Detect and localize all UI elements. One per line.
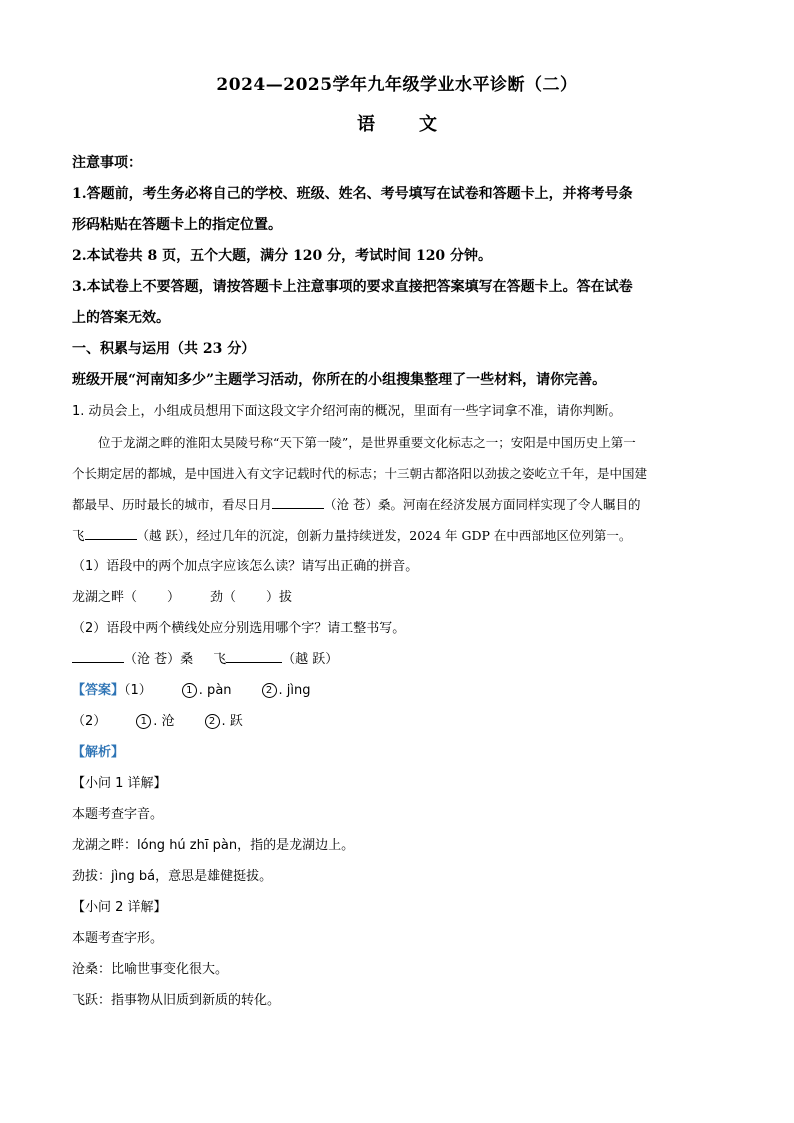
answer-part-1-option-2: . jìng <box>278 683 311 698</box>
notes-heading: 注意事项： <box>72 155 142 171</box>
question-1-prompt: 1. 动员会上，小组成员想用下面这段文字介绍河南的概况，里面有一些字词拿不准，请你判断。 <box>72 404 622 419</box>
circled-number-1: 1 <box>182 683 197 698</box>
answer-part-1-number: （1） <box>124 683 152 698</box>
answer-part-1-option-1: . pàn <box>198 683 232 698</box>
blank-4 <box>226 650 282 663</box>
analysis-sub2-title: 【小问 2 详解】 <box>72 900 167 915</box>
analysis-sub1-line-3: 劲拔：jìng bá，意思是雄健挺拔。 <box>72 869 273 884</box>
notes-item-2: 2.本试卷共 8 页，五个大题，满分 120 分，考试时间 120 分钟。 <box>72 248 493 264</box>
pinyin-slot-1-close: ） <box>167 590 181 605</box>
subject-char-2: 文 <box>419 114 437 135</box>
answer-line-1 <box>72 675 724 706</box>
passage-line-3 <box>72 489 724 520</box>
pinyin-slot-2-open: 劲（ <box>210 590 237 605</box>
answer-line-2 <box>72 706 724 737</box>
fei-char: 飞 <box>213 652 227 667</box>
section-heading: 一、积累与运用（共 23 分） <box>72 341 256 357</box>
subquestion-2-line <box>72 644 724 675</box>
answer-part-2-option-2: . 跃 <box>221 714 243 729</box>
blank-2 <box>85 527 137 540</box>
circled-number-2: 2 <box>262 683 277 698</box>
subject-char-1: 语 <box>357 114 375 135</box>
passage-line-2: 个长期定居的都城，是中国进入有文字记载时代的标志；十三朝古都洛阳以劲拔之姿屹立千年，是中国建 <box>72 466 648 481</box>
analysis-sub2-line-3: 飞跃：指事物从旧质到新质的转化。 <box>72 993 281 1008</box>
subquestion-2-prompt: （2）语段中两个横线处应分别选用哪个字？请工整书写。 <box>72 621 406 636</box>
blank-1 <box>272 496 324 509</box>
analysis-sub1-line-1: 本题考查字音。 <box>72 807 164 822</box>
notes-item-3a: 3.本试卷上不要答题，请按答题卡上注意事项的要求直接把答案填写在答题卡上。答在试卷 <box>72 279 633 295</box>
subject-title <box>0 110 794 136</box>
answer-part-2-option-1: . 沧 <box>153 714 175 729</box>
analysis-sub2-line-1: 本题考查字形。 <box>72 931 164 946</box>
exam-title: 2024—2025学年九年级学业水平诊断（二） <box>216 75 578 95</box>
pinyin-slot-1-open: 龙湖之畔（ <box>72 590 138 605</box>
option-cang: （沧 苍）桑 <box>124 652 194 667</box>
subquestion-1-line <box>72 582 724 613</box>
blank-3 <box>72 650 124 663</box>
passage-line-3a: 都最早、历时最长的城市，看尽日月 <box>72 497 273 512</box>
analysis-sub2-line-2: 沧桑：比喻世事变化很大。 <box>72 962 229 977</box>
section-intro: 班级开展“河南知多少”主题学习活动，你所在的小组搜集整理了一些材料，请你完善。 <box>72 372 607 388</box>
passage-line-1: 位于龙湖之畔的淮阳太昊陵号称“天下第一陵”，是世界重要文化标志之一；安阳是中国历史上第一 <box>98 435 636 450</box>
option-yue: （越 跃） <box>282 652 339 667</box>
subquestion-1-prompt: （1）语段中的两个加点字应该怎么读？请写出正确的拼音。 <box>72 559 419 574</box>
analysis-sub1-line-2: 龙湖之畔：lóng hú zhī pàn，指的是龙湖边上。 <box>72 838 355 853</box>
notes-item-1b: 形码粘贴在答题卡上的指定位置。 <box>72 217 282 233</box>
passage-line-3b: （沧 苍）桑。河南在经济发展方面同样实现了令人瞩目的 <box>324 497 641 512</box>
passage-line-4b: （越 跃），经过几年的沉淀，创新力量持续迸发，2024 年 GDP 在中西部地区位列第一。 <box>136 528 632 543</box>
analysis-label: 【解析】 <box>72 745 125 760</box>
notes-item-3b: 上的答案无效。 <box>72 310 170 326</box>
analysis-sub1-title: 【小问 1 详解】 <box>72 776 167 791</box>
circled-number-2: 2 <box>205 714 220 729</box>
circled-number-1: 1 <box>136 714 151 729</box>
passage-line-4a: 飞 <box>72 528 85 543</box>
answer-label: 【答案】 <box>72 683 125 698</box>
document-body <box>72 148 724 1016</box>
passage-line-4 <box>72 520 724 551</box>
pinyin-slot-2-close: ）拔 <box>266 590 293 605</box>
notes-item-1a: 1.答题前，考生务必将自己的学校、班级、姓名、考号填写在试卷和答题卡上，并将考号条 <box>72 186 633 202</box>
answer-part-2-number: （2） <box>72 714 107 729</box>
